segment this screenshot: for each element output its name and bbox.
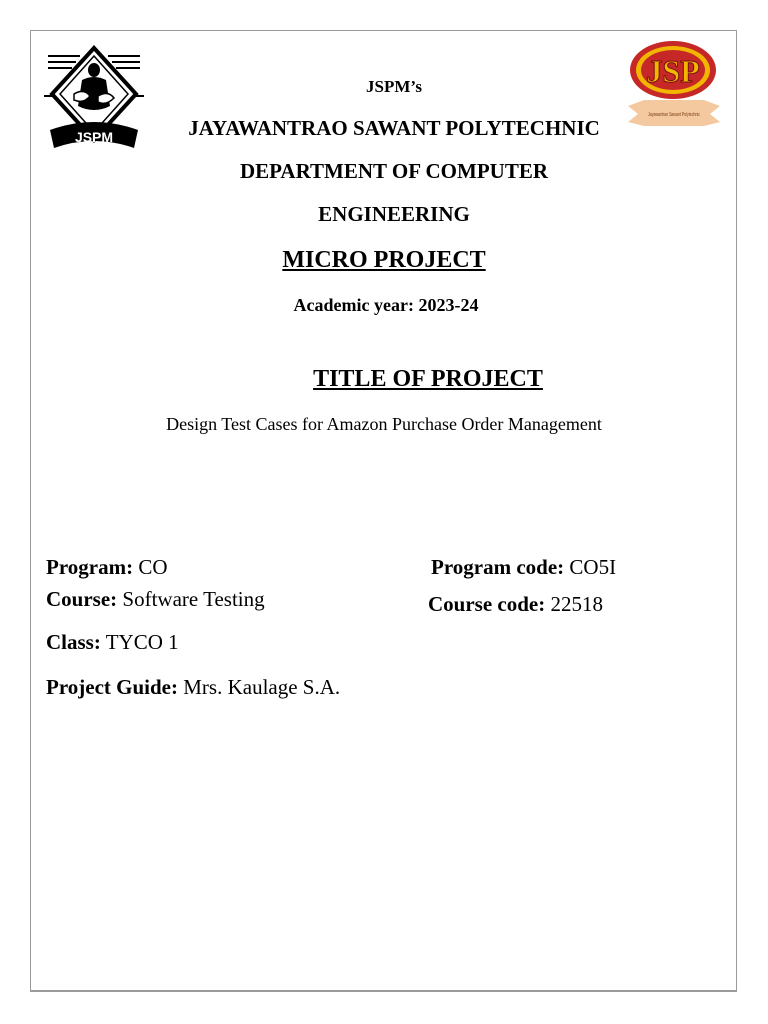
department-line-2: ENGINEERING — [318, 202, 470, 226]
course-code-field — [428, 592, 603, 617]
course-label: Course: — [46, 587, 118, 611]
course-value: Software Testing — [122, 587, 265, 611]
svg-text:JSPM: JSPM — [74, 129, 114, 145]
program-label: Program: — [46, 555, 134, 579]
svg-text:JSP: JSP — [646, 53, 700, 89]
program-code-value: CO5I — [569, 555, 617, 579]
course-field — [46, 587, 265, 612]
academic-year: Academic year: 2023-24 — [293, 295, 479, 315]
org-short-name: JSPM’s — [365, 77, 423, 96]
document-type-heading: MICRO PROJECT — [282, 247, 486, 273]
class-value: TYCO 1 — [105, 630, 179, 654]
project-title: Design Test Cases for Amazon Purchase Order Management — [166, 414, 602, 434]
course-code-value: 22518 — [550, 592, 603, 616]
svg-text:Jayawantrao Sawant Polytechnic: Jayawantrao Sawant Polytechnic — [648, 112, 701, 118]
program-code-label: Program code: — [431, 555, 565, 579]
program-code-field — [431, 555, 616, 580]
class-field — [46, 630, 179, 655]
college-name: JAYAWANTRAO SAWANT POLYTECHNIC — [188, 116, 600, 140]
class-label: Class: — [46, 630, 101, 654]
department-line-1: DEPARTMENT OF COMPUTER — [239, 159, 549, 183]
program-value: CO — [138, 555, 168, 579]
project-guide-label: Project Guide: — [46, 675, 178, 699]
course-code-label: Course code: — [428, 592, 546, 616]
project-title-heading: TITLE OF PROJECT — [313, 366, 543, 392]
program-field — [46, 555, 168, 580]
project-guide-field — [46, 675, 340, 700]
project-guide-value: Mrs. Kaulage S.A. — [183, 675, 341, 699]
